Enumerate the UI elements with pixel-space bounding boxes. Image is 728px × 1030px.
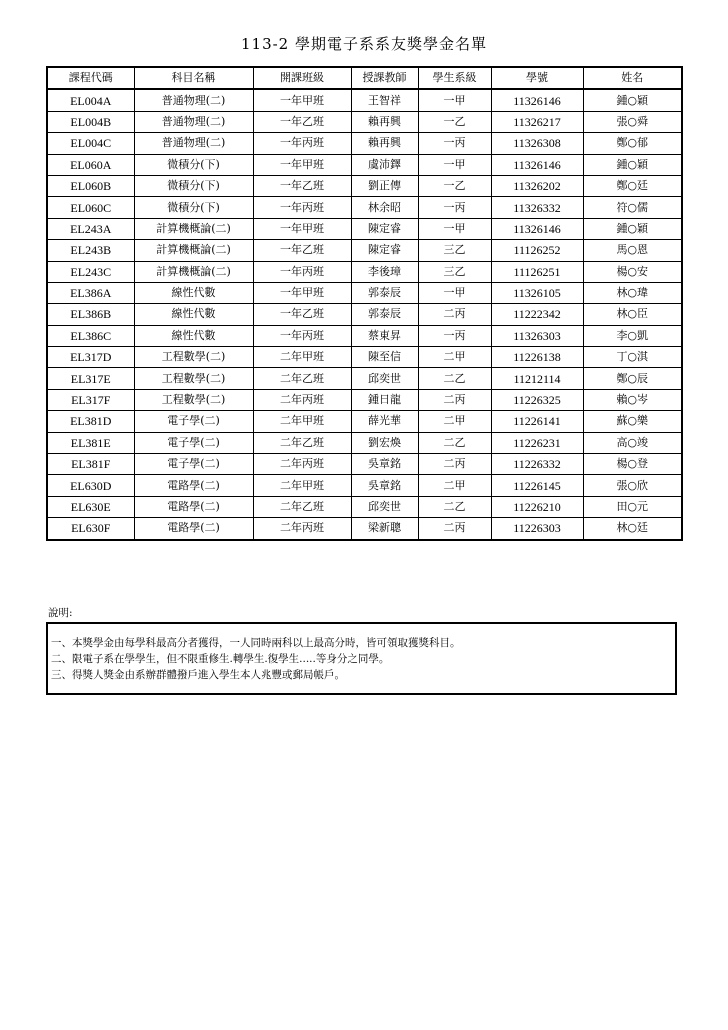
class-cell: 一年甲班: [253, 218, 351, 239]
subject-name-cell: 工程數學(二): [134, 368, 253, 389]
table-row: [47, 432, 682, 453]
header-student-class: 學生系級: [418, 67, 491, 89]
note-item: 一、本獎學金由每學科最高分者獲得，一人同時兩科以上最高分時，皆可領取獲獎科目。: [51, 637, 461, 649]
student-id-cell: 11222342: [491, 304, 583, 325]
student-id-cell: 11126251: [491, 261, 583, 282]
teacher-cell: 劉宏煥: [351, 432, 418, 453]
course-code-cell: EL060C: [47, 197, 134, 218]
student-name-cell: 林○臣: [583, 304, 682, 325]
subject-name-cell: 線性代數: [134, 282, 253, 303]
course-code-cell: EL386C: [47, 325, 134, 346]
student-id-cell: 11126252: [491, 240, 583, 261]
notes-label: 說明:: [48, 607, 73, 619]
subject-name-cell: 計算機概論(二): [134, 240, 253, 261]
teacher-cell: 邱奕世: [351, 496, 418, 517]
subject-name-cell: 工程數學(二): [134, 389, 253, 410]
subject-name-cell: 電子學(二): [134, 432, 253, 453]
table-row: [47, 389, 682, 410]
teacher-cell: 陳定睿: [351, 240, 418, 261]
course-code-cell: EL317E: [47, 368, 134, 389]
course-code-cell: EL004B: [47, 111, 134, 132]
teacher-cell: 虞沛鐸: [351, 154, 418, 175]
student-class-cell: 二甲: [418, 347, 491, 368]
student-id-cell: 11226145: [491, 475, 583, 496]
table-row: [47, 454, 682, 475]
student-id-cell: 11226231: [491, 432, 583, 453]
student-name-cell: 張○欣: [583, 475, 682, 496]
teacher-cell: 郭泰辰: [351, 304, 418, 325]
class-cell: 二年丙班: [253, 389, 351, 410]
teacher-cell: 薛光華: [351, 411, 418, 432]
student-class-cell: 二丙: [418, 304, 491, 325]
subject-name-cell: 微積分(下): [134, 175, 253, 196]
teacher-cell: 吳章銘: [351, 475, 418, 496]
table-row: [47, 325, 682, 346]
table-row: [47, 133, 682, 154]
table-row: [47, 111, 682, 132]
student-name-cell: 鍾○穎: [583, 154, 682, 175]
student-name-cell: 楊○登: [583, 454, 682, 475]
student-name-cell: 馬○恩: [583, 240, 682, 261]
subject-name-cell: 普通物理(二): [134, 133, 253, 154]
table-row: [47, 518, 682, 540]
table-row: [47, 304, 682, 325]
course-code-cell: EL060A: [47, 154, 134, 175]
student-id-cell: 11326217: [491, 111, 583, 132]
student-name-cell: 賴○岑: [583, 389, 682, 410]
student-class-cell: 三乙: [418, 240, 491, 261]
class-cell: 一年丙班: [253, 261, 351, 282]
subject-name-cell: 電子學(二): [134, 454, 253, 475]
subject-name-cell: 計算機概論(二): [134, 261, 253, 282]
student-name-cell: 鄭○廷: [583, 175, 682, 196]
student-class-cell: 二乙: [418, 368, 491, 389]
subject-name-cell: 線性代數: [134, 304, 253, 325]
teacher-cell: 吳章銘: [351, 454, 418, 475]
student-id-cell: 11326332: [491, 197, 583, 218]
student-id-cell: 11226138: [491, 347, 583, 368]
class-cell: 一年丙班: [253, 197, 351, 218]
teacher-cell: 蔡東昇: [351, 325, 418, 346]
table-row: [47, 347, 682, 368]
teacher-cell: 林余昭: [351, 197, 418, 218]
class-cell: 一年甲班: [253, 282, 351, 303]
student-class-cell: 三乙: [418, 261, 491, 282]
subject-name-cell: 電路學(二): [134, 496, 253, 517]
teacher-cell: 劉正傳: [351, 175, 418, 196]
teacher-cell: 陳定睿: [351, 218, 418, 239]
teacher-cell: 陳至信: [351, 347, 418, 368]
student-class-cell: 一丙: [418, 197, 491, 218]
class-cell: 二年甲班: [253, 347, 351, 368]
student-name-cell: 鍾○穎: [583, 89, 682, 111]
subject-name-cell: 電子學(二): [134, 411, 253, 432]
student-class-cell: 一丙: [418, 325, 491, 346]
student-class-cell: 一甲: [418, 154, 491, 175]
student-class-cell: 一甲: [418, 218, 491, 239]
header-class: 開課班級: [253, 67, 351, 89]
table-row: [47, 368, 682, 389]
notes-box: [46, 622, 677, 695]
subject-name-cell: 計算機概論(二): [134, 218, 253, 239]
table-header-row: [47, 67, 682, 89]
student-class-cell: 一丙: [418, 133, 491, 154]
course-code-cell: EL630E: [47, 496, 134, 517]
class-cell: 一年乙班: [253, 111, 351, 132]
course-code-cell: EL060B: [47, 175, 134, 196]
teacher-cell: 王智祥: [351, 89, 418, 111]
student-id-cell: 11326105: [491, 282, 583, 303]
subject-name-cell: 微積分(下): [134, 197, 253, 218]
student-id-cell: 11226332: [491, 454, 583, 475]
teacher-cell: 邱奕世: [351, 368, 418, 389]
student-id-cell: 11226210: [491, 496, 583, 517]
teacher-cell: 鍾日龍: [351, 389, 418, 410]
subject-name-cell: 微積分(下): [134, 154, 253, 175]
class-cell: 一年甲班: [253, 154, 351, 175]
table-row: [47, 218, 682, 239]
course-code-cell: EL004C: [47, 133, 134, 154]
subject-name-cell: 普通物理(二): [134, 89, 253, 111]
subject-name-cell: 普通物理(二): [134, 111, 253, 132]
student-name-cell: 鍾○穎: [583, 218, 682, 239]
student-class-cell: 一乙: [418, 175, 491, 196]
student-class-cell: 二丙: [418, 454, 491, 475]
subject-name-cell: 電路學(二): [134, 475, 253, 496]
table-row: [47, 197, 682, 218]
student-id-cell: 11326146: [491, 154, 583, 175]
table-row: [47, 240, 682, 261]
table-row: [47, 175, 682, 196]
student-name-cell: 林○瑋: [583, 282, 682, 303]
student-name-cell: 楊○安: [583, 261, 682, 282]
course-code-cell: EL004A: [47, 89, 134, 111]
student-name-cell: 高○竣: [583, 432, 682, 453]
student-class-cell: 二丙: [418, 389, 491, 410]
class-cell: 二年丙班: [253, 454, 351, 475]
student-name-cell: 鄭○辰: [583, 368, 682, 389]
course-code-cell: EL381D: [47, 411, 134, 432]
header-course-code: 課程代碼: [47, 67, 134, 89]
student-name-cell: 林○廷: [583, 518, 682, 540]
student-class-cell: 二乙: [418, 496, 491, 517]
teacher-cell: 賴再興: [351, 133, 418, 154]
student-name-cell: 丁○淇: [583, 347, 682, 368]
class-cell: 一年乙班: [253, 240, 351, 261]
course-code-cell: EL381F: [47, 454, 134, 475]
class-cell: 一年乙班: [253, 304, 351, 325]
class-cell: 一年丙班: [253, 325, 351, 346]
student-id-cell: 11326303: [491, 325, 583, 346]
student-name-cell: 蘇○樂: [583, 411, 682, 432]
course-code-cell: EL243B: [47, 240, 134, 261]
student-name-cell: 田○元: [583, 496, 682, 517]
note-item: 三、得獎人獎金由系辦群體撥戶進入學生本人兆豐或郵局帳戶。: [51, 669, 345, 681]
teacher-cell: 梁新聰: [351, 518, 418, 540]
subject-name-cell: 工程數學(二): [134, 347, 253, 368]
course-code-cell: EL243A: [47, 218, 134, 239]
table-row: [47, 475, 682, 496]
teacher-cell: 郭泰辰: [351, 282, 418, 303]
header-name: 姓名: [583, 67, 682, 89]
student-name-cell: 鄭○郁: [583, 133, 682, 154]
student-class-cell: 一甲: [418, 282, 491, 303]
table-row: [47, 261, 682, 282]
student-id-cell: 11226303: [491, 518, 583, 540]
class-cell: 一年乙班: [253, 175, 351, 196]
class-cell: 二年乙班: [253, 368, 351, 389]
class-cell: 一年丙班: [253, 133, 351, 154]
class-cell: 二年丙班: [253, 518, 351, 540]
student-id-cell: 11326202: [491, 175, 583, 196]
table-row: [47, 496, 682, 517]
class-cell: 二年乙班: [253, 432, 351, 453]
table-row: [47, 411, 682, 432]
student-id-cell: 11226325: [491, 389, 583, 410]
student-id-cell: 11326146: [491, 218, 583, 239]
class-cell: 一年甲班: [253, 89, 351, 111]
header-student-id: 學號: [491, 67, 583, 89]
course-code-cell: EL630D: [47, 475, 134, 496]
student-class-cell: 二甲: [418, 475, 491, 496]
course-code-cell: EL381E: [47, 432, 134, 453]
student-class-cell: 二丙: [418, 518, 491, 540]
student-class-cell: 二甲: [418, 411, 491, 432]
course-code-cell: EL317D: [47, 347, 134, 368]
subject-name-cell: 線性代數: [134, 325, 253, 346]
header-teacher: 授課教師: [351, 67, 418, 89]
table-row: [47, 282, 682, 303]
scholarship-table: [46, 66, 683, 541]
table-row: [47, 89, 682, 111]
table-body: [47, 89, 682, 539]
teacher-cell: 賴再興: [351, 111, 418, 132]
student-class-cell: 一乙: [418, 111, 491, 132]
class-cell: 二年甲班: [253, 411, 351, 432]
course-code-cell: EL386A: [47, 282, 134, 303]
class-cell: 二年乙班: [253, 496, 351, 517]
course-code-cell: EL317F: [47, 389, 134, 410]
class-cell: 二年甲班: [253, 475, 351, 496]
student-name-cell: 張○舜: [583, 111, 682, 132]
note-item: 二、限電子系在學學生，但不限重修生.轉學生.復學生.....等身分之同學。: [51, 653, 390, 665]
course-code-cell: EL243C: [47, 261, 134, 282]
header-subject-name: 科目名稱: [134, 67, 253, 89]
student-class-cell: 一甲: [418, 89, 491, 111]
subject-name-cell: 電路學(二): [134, 518, 253, 540]
page-title: 113-2 學期電子系系友獎學金名單: [240, 35, 487, 53]
student-id-cell: 11212114: [491, 368, 583, 389]
course-code-cell: EL386B: [47, 304, 134, 325]
student-name-cell: 李○凱: [583, 325, 682, 346]
student-id-cell: 11226141: [491, 411, 583, 432]
student-id-cell: 11326146: [491, 89, 583, 111]
student-name-cell: 符○儒: [583, 197, 682, 218]
course-code-cell: EL630F: [47, 518, 134, 540]
student-id-cell: 11326308: [491, 133, 583, 154]
teacher-cell: 李後璋: [351, 261, 418, 282]
table-row: [47, 154, 682, 175]
student-class-cell: 二乙: [418, 432, 491, 453]
